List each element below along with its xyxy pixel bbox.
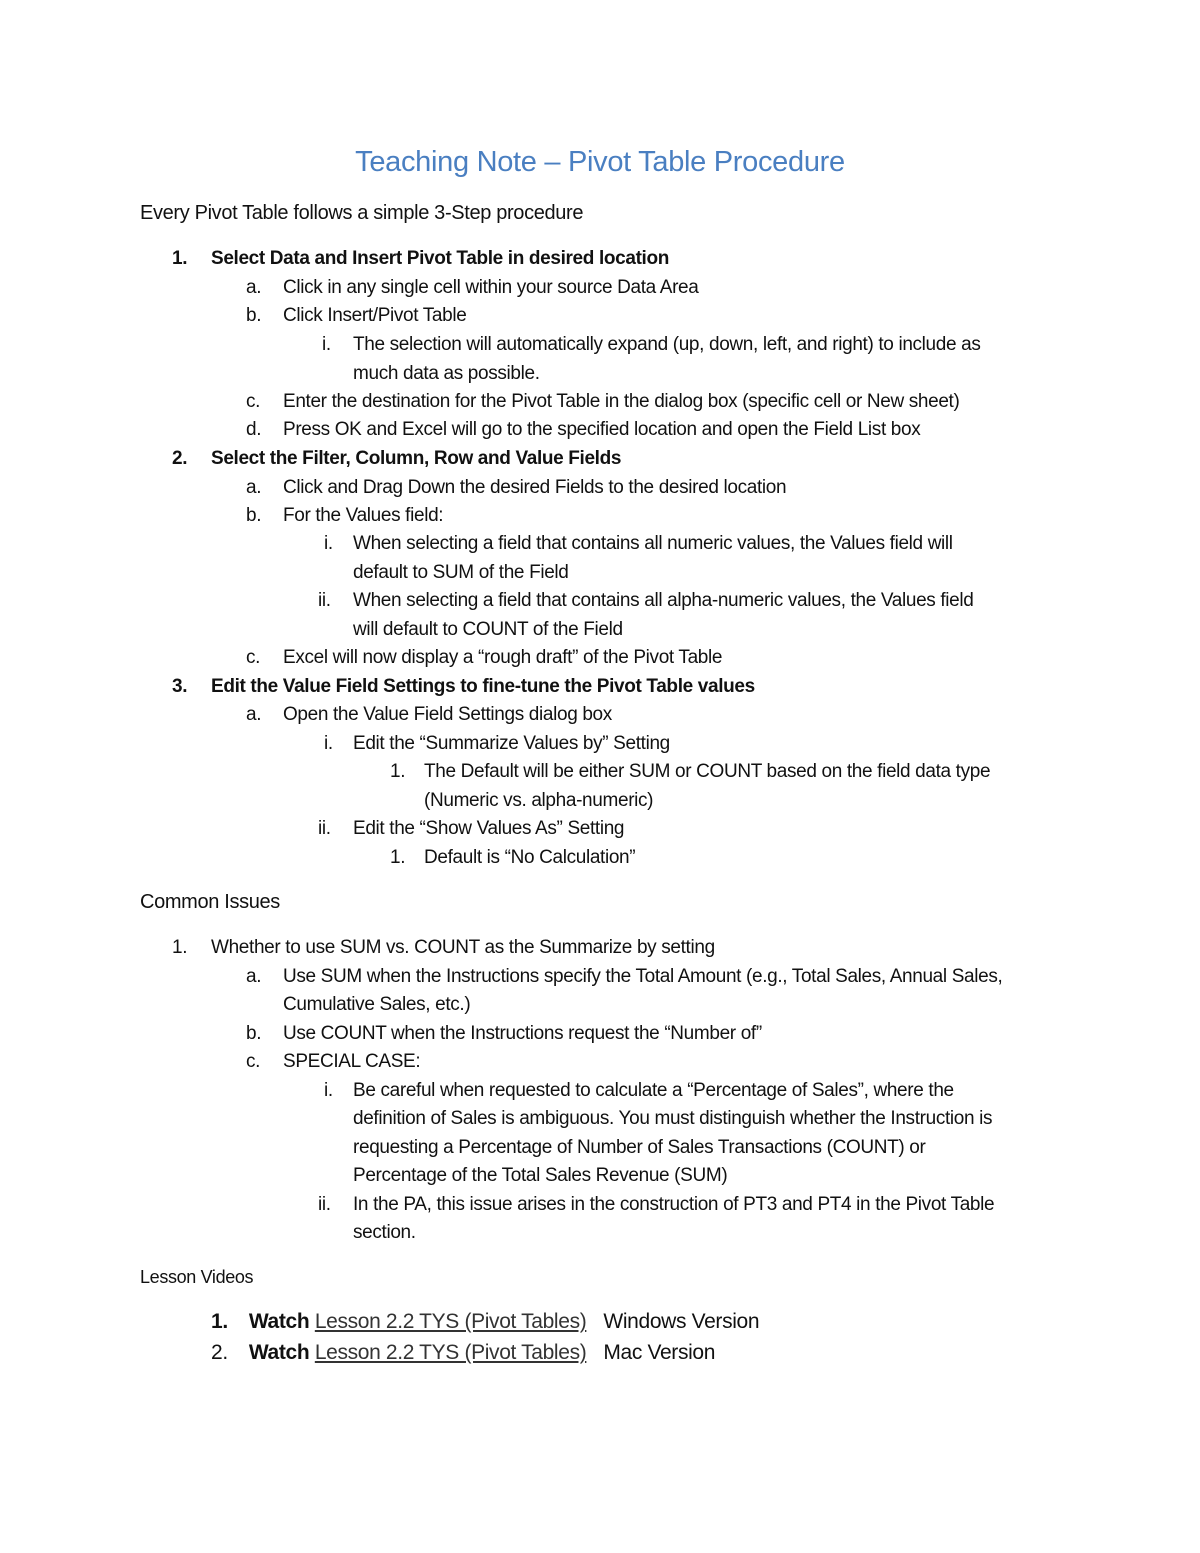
video-1-watch: Watch (248, 1310, 310, 1333)
step-1b-i-marker: i. (322, 334, 331, 355)
step-2b-ii-line1: When selecting a field that contains all alpha-numeric values, the Values field (353, 590, 974, 611)
step-3a-marker: a. (246, 704, 262, 725)
video-2-watch: Watch (248, 1341, 310, 1364)
step-2b-i-line1: When selecting a field that contains all numeric values, the Values field will (353, 533, 953, 554)
issue-1a-line1: Use SUM when the Instructions specify the Total Amount (e.g., Total Sales, Annual Sales, (283, 966, 1003, 987)
video-1-marker: 1. (211, 1310, 228, 1333)
step-2b-ii-marker: ii. (318, 590, 331, 611)
issue-1c-ii-marker: ii. (318, 1194, 331, 1215)
step-3a-i-1-marker: 1. (390, 761, 406, 782)
issue-1c-i-line4: Percentage of the Total Sales Revenue (SUM) (353, 1165, 728, 1186)
issue-1b-marker: b. (246, 1023, 262, 1044)
step-2b-text: For the Values field: (283, 505, 444, 526)
step-1b-i-line1: The selection will automatically expand (up, down, left, and right) to include as (353, 334, 981, 355)
video-1-link[interactable]: Lesson 2.2 TYS (Pivot Tables) (314, 1310, 587, 1333)
issue-1c-ii-line1: In the PA, this issue arises in the construction of PT3 and PT4 in the Pivot Table (353, 1194, 995, 1215)
step-3-heading: Edit the Value Field Settings to fine-tune the Pivot Table values (211, 676, 755, 697)
video-2-version: Mac Version (603, 1341, 716, 1364)
step-3a-ii-marker: ii. (318, 818, 331, 839)
step-2b-ii-line2: will default to COUNT of the Field (353, 619, 623, 640)
issue-1b-text: Use COUNT when the Instructions request the “Number of” (283, 1023, 762, 1044)
lesson-videos-heading: Lesson Videos (140, 1267, 254, 1287)
video-1 (211, 1309, 759, 1335)
step-3a-ii-1-text: Default is “No Calculation” (424, 847, 636, 868)
step-2b-i-marker: i. (324, 533, 333, 554)
step-1a-marker: a. (246, 277, 262, 298)
step-1a-text: Click in any single cell within your source Data Area (283, 277, 699, 298)
step-2c-marker: c. (246, 647, 261, 668)
step-1b-text: Click Insert/Pivot Table (283, 305, 467, 326)
step-2-heading: Select the Filter, Column, Row and Value Fields (211, 448, 622, 469)
step-1d-text: Press OK and Excel will go to the specified location and open the Field List box (283, 419, 921, 440)
step-1d-marker: d. (246, 419, 262, 440)
issue-1a-line2: Cumulative Sales, etc.) (283, 994, 471, 1015)
step-2c-text: Excel will now display a “rough draft” of the Pivot Table (283, 647, 723, 668)
step-3a-ii-text: Edit the “Show Values As” Setting (353, 818, 625, 839)
issue-1c-text: SPECIAL CASE: (283, 1051, 421, 1072)
step-3a-i-marker: i. (324, 733, 333, 754)
step-1-marker: 1. (172, 248, 188, 269)
common-issues-heading: Common Issues (140, 891, 280, 913)
step-2a-text: Click and Drag Down the desired Fields to the desired location (283, 477, 787, 498)
video-2 (211, 1340, 715, 1366)
page-title: Teaching Note – Pivot Table Procedure (355, 146, 845, 178)
issue-1c-i-line1: Be careful when requested to calculate a “Percentage of Sales”, where the (353, 1080, 954, 1101)
step-1c-text: Enter the destination for the Pivot Table in the dialog box (specific cell or New sheet) (283, 391, 960, 412)
step-1-heading: Select Data and Insert Pivot Table in desired location (211, 248, 669, 269)
step-3a-ii-1-marker: 1. (390, 847, 406, 868)
step-2a-marker: a. (246, 477, 262, 498)
issue-1c-marker: c. (246, 1051, 261, 1072)
step-1c-marker: c. (246, 391, 261, 412)
step-2b-marker: b. (246, 505, 262, 526)
step-1b-i-line2: much data as possible. (353, 363, 540, 384)
step-3a-text: Open the Value Field Settings dialog box (283, 704, 612, 725)
issue-1c-i-line2: definition of Sales is ambiguous. You must distinguish whether the Instruction is (353, 1108, 993, 1129)
step-3a-i-1-line2: (Numeric vs. alpha-numeric) (424, 790, 654, 811)
step-3a-i-1-line1: The Default will be either SUM or COUNT based on the field data type (424, 761, 991, 782)
issue-1c-ii-line2: section. (353, 1222, 416, 1243)
step-2-marker: 2. (172, 448, 188, 469)
issue-1-marker: 1. (172, 937, 188, 958)
issue-1a-marker: a. (246, 966, 262, 987)
issue-1c-i-marker: i. (324, 1080, 333, 1101)
video-2-marker: 2. (211, 1341, 228, 1364)
issue-1-text: Whether to use SUM vs. COUNT as the Summarize by setting (211, 937, 715, 958)
step-3-marker: 3. (172, 676, 188, 697)
step-2b-i-line2: default to SUM of the Field (353, 562, 569, 583)
issue-1c-i-line3: requesting a Percentage of Number of Sales Transactions (COUNT) or (353, 1137, 926, 1158)
step-1b-marker: b. (246, 305, 262, 326)
video-1-version: Windows Version (603, 1310, 760, 1333)
intro-text: Every Pivot Table follows a simple 3-Step procedure (140, 202, 584, 224)
video-2-link[interactable]: Lesson 2.2 TYS (Pivot Tables) (314, 1341, 587, 1364)
step-3a-i-text: Edit the “Summarize Values by” Setting (353, 733, 670, 754)
